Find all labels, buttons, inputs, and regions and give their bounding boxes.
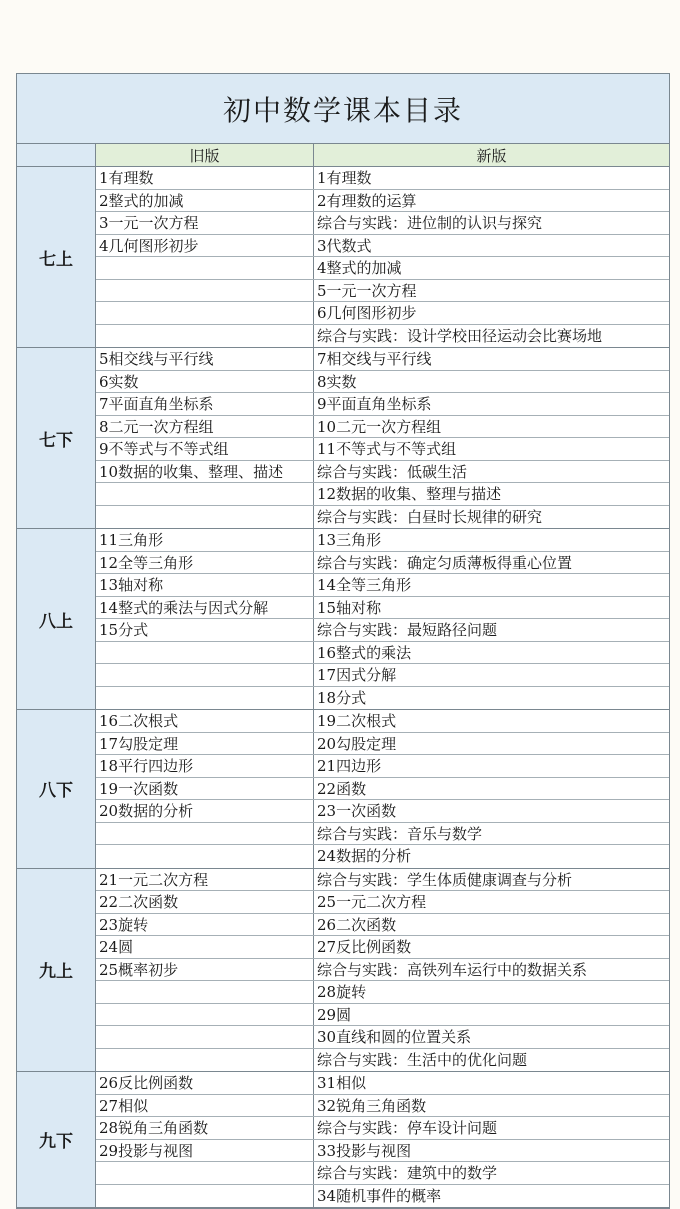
old-chapter-cell	[96, 325, 314, 348]
grade-rows	[96, 167, 669, 347]
grade-block	[17, 529, 669, 710]
table-row	[96, 823, 669, 846]
old-chapter-cell: 10数据的收集、整理、描述	[96, 461, 314, 483]
old-chapter-cell	[96, 257, 314, 279]
table-row	[96, 483, 669, 506]
table-row	[96, 461, 669, 484]
old-chapter-cell: 3一元一次方程	[96, 212, 314, 234]
table-row	[96, 981, 669, 1004]
table-row	[96, 257, 669, 280]
catalog-table	[16, 73, 670, 1209]
table-row	[96, 778, 669, 801]
old-chapter-cell	[96, 1004, 314, 1026]
old-chapter-cell: 18平行四边形	[96, 755, 314, 777]
table-row	[96, 574, 669, 597]
new-chapter-cell: 34随机事件的概率	[317, 1186, 442, 1205]
new-chapter-cell: 综合与实践：高铁列车运行中的数据关系	[317, 960, 588, 979]
old-chapter-cell: 4几何图形初步	[96, 235, 314, 257]
old-chapter-cell	[96, 483, 314, 505]
table-row	[96, 416, 669, 439]
table-row	[96, 1095, 669, 1118]
new-chapter-cell: 综合与实践：低碳生活	[317, 462, 468, 481]
table-row	[96, 348, 669, 371]
header-old-version: 旧版	[96, 144, 314, 166]
table-row	[96, 664, 669, 687]
old-chapter-cell: 8二元一次方程组	[96, 416, 314, 438]
new-chapter-cell: 16整式的乘法	[317, 643, 412, 662]
header-grade-cell	[17, 144, 96, 166]
new-chapter-cell: 29圆	[317, 1005, 352, 1024]
old-chapter-cell: 25概率初步	[96, 959, 314, 981]
new-chapter-cell: 3代数式	[317, 236, 372, 255]
new-chapter-cell: 综合与实践：最短路径问题	[317, 621, 498, 639]
grade-block	[17, 348, 669, 529]
table-row	[96, 1072, 669, 1095]
table-row	[96, 190, 669, 213]
header-row	[17, 144, 669, 167]
grade-label: 九上	[17, 869, 96, 1072]
new-chapter-cell: 33投影与视图	[317, 1141, 412, 1160]
new-chapter-cell: 26二次函数	[317, 915, 397, 934]
table-row	[96, 597, 669, 620]
table-row	[96, 959, 669, 982]
table-row	[96, 1026, 669, 1049]
new-chapter-cell: 32锐角三角函数	[317, 1096, 427, 1115]
new-chapter-cell: 21四边形	[317, 757, 382, 775]
grade-label: 八下	[17, 710, 96, 868]
new-chapter-cell: 28旋转	[317, 983, 367, 1001]
table-row	[96, 1185, 669, 1208]
new-chapter-cell: 30直线和圆的位置关系	[317, 1028, 472, 1046]
grade-block	[17, 869, 669, 1073]
old-chapter-cell: 28锐角三角函数	[96, 1117, 314, 1139]
grade-label: 九下	[17, 1072, 96, 1207]
new-chapter-cell: 5一元一次方程	[317, 281, 417, 300]
table-row	[96, 619, 669, 642]
table-row	[96, 1117, 669, 1140]
grade-label: 七上	[17, 167, 96, 347]
grade-rows	[96, 869, 669, 1072]
grade-block	[17, 1072, 669, 1208]
table-row	[96, 552, 669, 575]
table-row	[96, 1004, 669, 1027]
table-row	[96, 1162, 669, 1185]
old-chapter-cell: 23旋转	[96, 914, 314, 936]
header-new-version: 新版	[476, 146, 507, 165]
old-chapter-cell	[96, 1026, 314, 1048]
table-row	[96, 687, 669, 710]
new-chapter-cell: 综合与实践：设计学校田径运动会比赛场地	[317, 326, 603, 345]
old-chapter-cell: 17勾股定理	[96, 733, 314, 755]
new-chapter-cell: 综合与实践：生活中的优化问题	[317, 1050, 528, 1069]
table-row	[96, 710, 669, 733]
table-row	[96, 1049, 669, 1072]
table-row	[96, 302, 669, 325]
table-row	[96, 755, 669, 778]
old-chapter-cell	[96, 823, 314, 845]
table-row	[96, 1140, 669, 1163]
new-chapter-cell: 23一次函数	[317, 802, 397, 820]
grade-label: 七下	[17, 348, 96, 528]
table-row	[96, 733, 669, 756]
old-chapter-cell: 15分式	[96, 619, 314, 641]
table-row	[96, 438, 669, 461]
table-row	[96, 845, 669, 868]
new-chapter-cell: 4整式的加减	[317, 259, 402, 277]
new-chapter-cell: 19二次根式	[317, 712, 397, 730]
old-chapter-cell	[96, 1185, 314, 1208]
new-chapter-cell: 综合与实践：进位制的认识与探究	[317, 214, 543, 232]
old-chapter-cell: 12全等三角形	[96, 552, 314, 574]
old-chapter-cell: 13轴对称	[96, 574, 314, 596]
new-chapter-cell: 8实数	[317, 372, 357, 391]
old-chapter-cell	[96, 302, 314, 324]
new-chapter-cell: 9平面直角坐标系	[317, 395, 432, 413]
old-chapter-cell: 24圆	[96, 936, 314, 958]
new-chapter-cell: 7相交线与平行线	[317, 350, 432, 368]
page-title: 初中数学课本目录	[17, 74, 669, 144]
old-chapter-cell: 29投影与视图	[96, 1140, 314, 1162]
table-row	[96, 393, 669, 416]
new-chapter-cell: 13三角形	[317, 531, 382, 549]
old-chapter-cell: 21一元二次方程	[96, 869, 314, 891]
grade-rows	[96, 710, 669, 868]
table-row	[96, 167, 669, 190]
new-chapter-cell: 31相似	[317, 1074, 367, 1092]
old-chapter-cell: 7平面直角坐标系	[96, 393, 314, 415]
old-chapter-cell: 19一次函数	[96, 778, 314, 800]
new-chapter-cell: 综合与实践：学生体质健康调查与分析	[317, 870, 573, 889]
grade-rows	[96, 529, 669, 709]
old-chapter-cell: 1有理数	[96, 167, 314, 189]
new-chapter-cell: 14全等三角形	[317, 576, 412, 594]
old-chapter-cell	[96, 845, 314, 868]
old-chapter-cell: 11三角形	[96, 529, 314, 551]
grade-block	[17, 710, 669, 869]
new-chapter-cell: 综合与实践：建筑中的数学	[317, 1164, 498, 1182]
new-chapter-cell: 2有理数的运算	[317, 191, 417, 210]
table-row	[96, 325, 669, 348]
new-chapter-cell: 综合与实践：白昼时长规律的研究	[317, 507, 543, 526]
new-chapter-cell: 15轴对称	[317, 598, 382, 617]
table-row	[96, 212, 669, 235]
new-chapter-cell: 综合与实践：音乐与数学	[317, 824, 483, 843]
grade-rows	[96, 348, 669, 528]
old-chapter-cell	[96, 280, 314, 302]
grade-label: 八上	[17, 529, 96, 709]
new-chapter-cell: 11不等式与不等式组	[317, 440, 457, 458]
new-chapter-cell: 24数据的分析	[317, 847, 412, 865]
grade-rows	[96, 1072, 669, 1207]
table-row	[96, 869, 669, 892]
new-chapter-cell: 12数据的收集、整理与描述	[317, 485, 502, 503]
table-row	[96, 936, 669, 959]
table-row	[96, 506, 669, 529]
old-chapter-cell: 5相交线与平行线	[96, 348, 314, 370]
old-chapter-cell: 9不等式与不等式组	[96, 438, 314, 460]
new-chapter-cell: 22函数	[317, 779, 367, 798]
old-chapter-cell	[96, 642, 314, 664]
table-row	[96, 235, 669, 258]
old-chapter-cell: 2整式的加减	[96, 190, 314, 212]
table-row	[96, 800, 669, 823]
new-chapter-cell: 17因式分解	[317, 666, 397, 684]
old-chapter-cell: 22二次函数	[96, 891, 314, 913]
new-chapter-cell: 20勾股定理	[317, 734, 397, 753]
new-chapter-cell: 1有理数	[317, 169, 372, 187]
new-chapter-cell: 综合与实践：停车设计问题	[317, 1119, 498, 1137]
table-row	[96, 280, 669, 303]
old-chapter-cell: 6实数	[96, 371, 314, 393]
old-chapter-cell	[96, 664, 314, 686]
new-chapter-cell: 综合与实践：确定匀质薄板得重心位置	[317, 553, 573, 572]
table-row	[96, 891, 669, 914]
new-chapter-cell: 27反比例函数	[317, 938, 412, 956]
old-chapter-cell: 16二次根式	[96, 710, 314, 732]
old-chapter-cell: 14整式的乘法与因式分解	[96, 597, 314, 619]
old-chapter-cell	[96, 1162, 314, 1184]
table-body	[17, 167, 669, 1208]
old-chapter-cell	[96, 506, 314, 529]
old-chapter-cell	[96, 687, 314, 710]
new-chapter-cell: 6几何图形初步	[317, 304, 417, 322]
new-chapter-cell: 18分式	[317, 688, 367, 707]
old-chapter-cell	[96, 981, 314, 1003]
new-chapter-cell: 25一元二次方程	[317, 893, 427, 911]
table-row	[96, 371, 669, 394]
table-row	[96, 529, 669, 552]
table-row	[96, 914, 669, 937]
table-row	[96, 642, 669, 665]
old-chapter-cell: 27相似	[96, 1095, 314, 1117]
old-chapter-cell: 20数据的分析	[96, 800, 314, 822]
old-chapter-cell	[96, 1049, 314, 1072]
old-chapter-cell: 26反比例函数	[96, 1072, 314, 1094]
new-chapter-cell: 10二元一次方程组	[317, 417, 442, 436]
grade-block	[17, 167, 669, 348]
